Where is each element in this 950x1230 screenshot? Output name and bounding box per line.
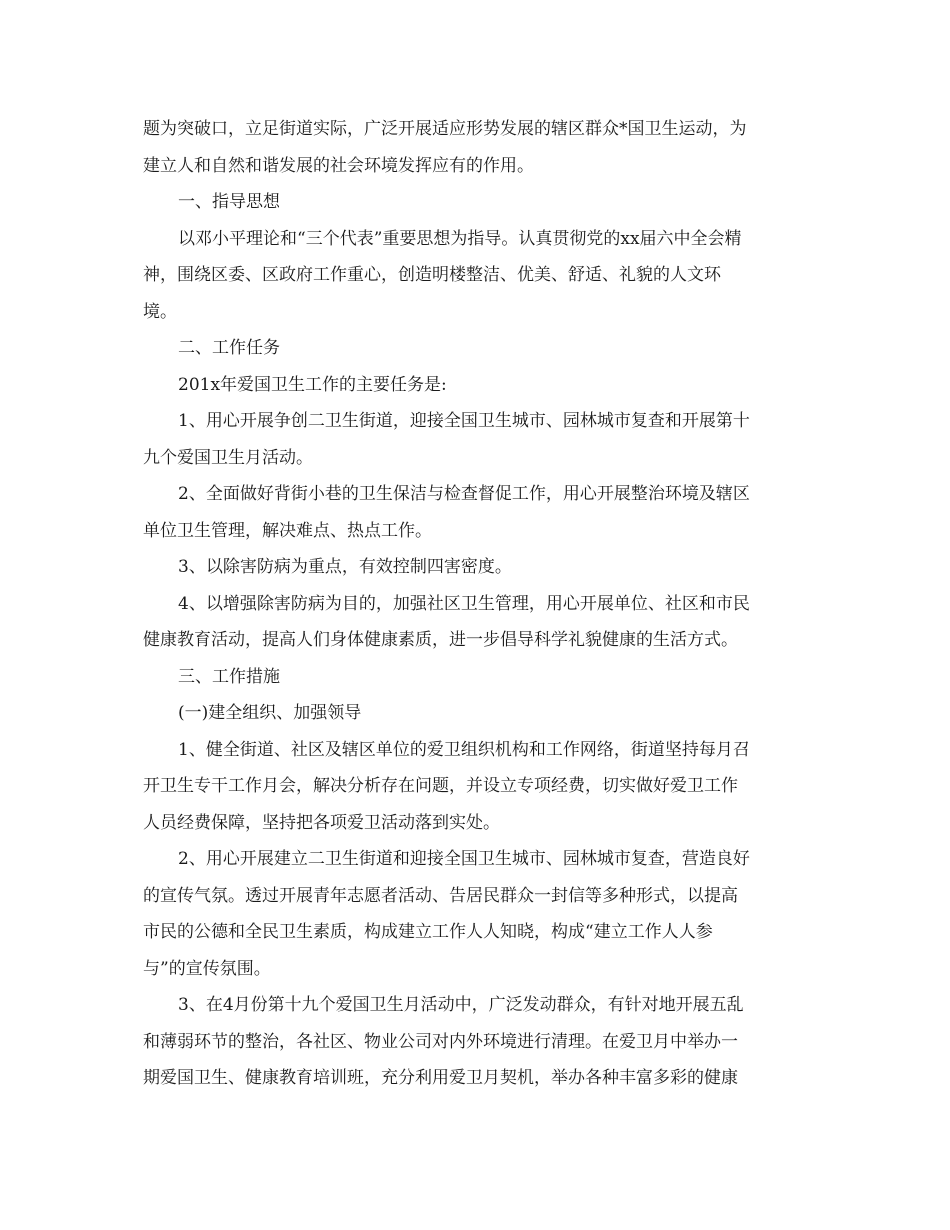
- list-item-line: 3、以除害防病为重点，有效控制四害密度。: [178, 557, 512, 577]
- body-line: 与”的宣传氛围。: [143, 958, 271, 979]
- list-item-line: 1、健全街道、社区及辖区单位的爱卫组织机构和工作网络，街道坚持每月召: [178, 739, 750, 760]
- list-item-line: 2、用心开展建立二卫生街道和迎接全国卫生城市、园林城市复查，营造良好: [178, 849, 750, 869]
- section-heading: 二、工作任务: [178, 338, 280, 358]
- paragraph-first-line: 201x年爱国卫生工作的主要任务是:: [178, 374, 447, 395]
- body-line: 人员经费保障，坚持把各项爱卫活动落到实处。: [143, 812, 500, 833]
- body-line: 开卫生专干工作月会，解决分析存在问题，并设立专项经费，切实做好爱卫工作: [143, 776, 738, 796]
- body-line: 和薄弱环节的整治，各社区、物业公司对内外环境进行清理。在爱卫月中举办一: [143, 1031, 738, 1052]
- body-line: 期爱国卫生、健康教育培训班，充分利用爱卫月契机，举办各种丰富多彩的健康: [143, 1068, 738, 1088]
- list-item-line: 2、全面做好背街小巷的卫生保洁与检查督促工作，用心开展整治环境及辖区: [178, 484, 750, 504]
- section-heading: 一、指导思想: [178, 192, 280, 212]
- body-line: 题为突破口，立足街道实际，广泛开展适应形势发展的辖区群众*国卫生运动，为: [143, 119, 747, 139]
- body-line: 单位卫生管理，解决难点、热点工作。: [143, 520, 432, 541]
- list-item-line: 3、在4月份第十九个爱国卫生月活动中，广泛发动群众，有针对地开展五乱: [178, 995, 744, 1015]
- body-line: 境。: [143, 301, 177, 322]
- body-line: 的宣传气氛。透过开展青年志愿者活动、告居民群众一封信等多种形式，以提高: [143, 885, 738, 906]
- body-line: 九个爱国卫生月活动。: [143, 447, 313, 468]
- body-line: 神，围绕区委、区政府工作重心，创造明楼整洁、优美、舒适、礼貌的人文环: [143, 265, 721, 285]
- body-line: 市民的公德和全民卫生素质，构成建立工作人人知晓，构成“建立工作人人参: [143, 922, 713, 942]
- list-item-line: 4、以增强除害防病为目的，加强社区卫生管理，用心开展单位、社区和市民: [178, 593, 750, 614]
- list-item-line: 1、用心开展争创二卫生街道，迎接全国卫生城市、园林城市复查和开展第十: [178, 411, 750, 431]
- document-body: [143, 111, 809, 1097]
- section-heading: 三、工作措施: [178, 666, 280, 687]
- paragraph-first-line: 以邓小平理论和“三个代表”重要思想为指导。认真贯彻党的xx届六中全会精: [178, 228, 742, 249]
- subsection-heading: (一)建全组织、加强领导: [178, 703, 362, 723]
- body-line: 建立人和自然和谐发展的社会环境发挥应有的作用。: [143, 155, 534, 176]
- body-line: 健康教育活动，提高人们身体健康素质，进一步倡导科学礼貌健康的生活方式。: [143, 630, 738, 650]
